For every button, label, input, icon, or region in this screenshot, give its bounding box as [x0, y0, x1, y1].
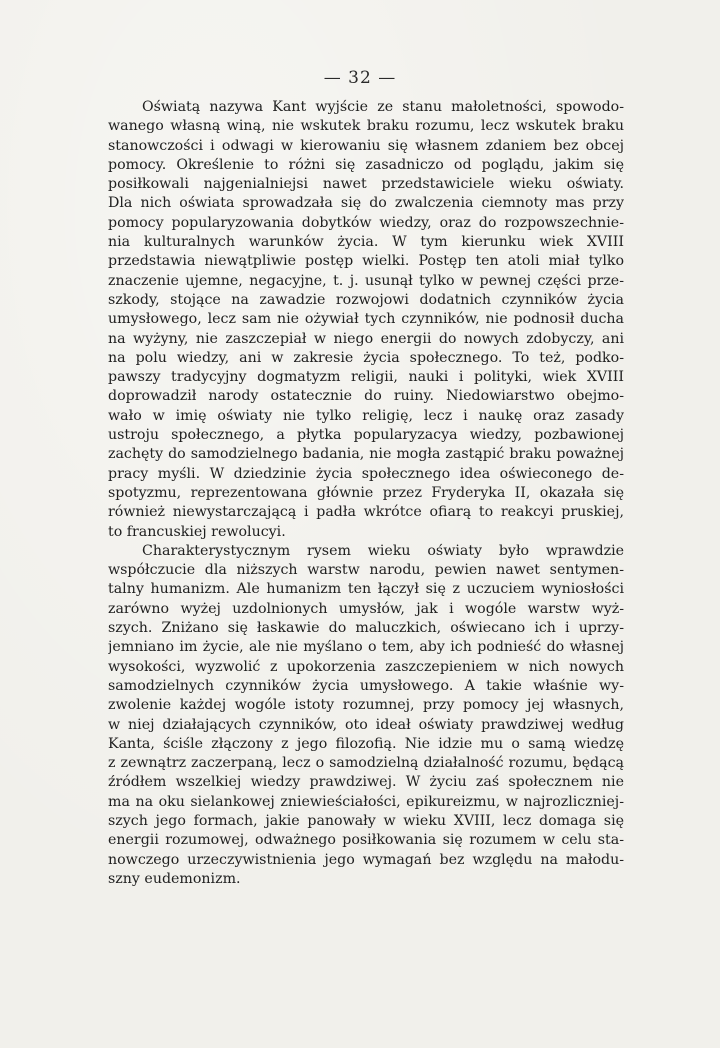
text-line: Kanta, ściśle złączony z jego filozofią. Nie idzie mu o samą wiedzę — [108, 735, 624, 752]
text-line: spotyzmu, reprezentowana głównie przez Fryderyka II, okazała się — [108, 484, 624, 501]
text-line: Oświatą nazywa Kant wyjście ze stanu małoletności, spowodo- — [142, 99, 624, 115]
text-line: pawszy tradycyjny dogmatyzm religii, nauki i polityki, wiek XVIII — [108, 369, 624, 386]
text-line: Dla nich oświata sprowadzała się do zwalczenia ciemnoty mas przy — [108, 195, 624, 212]
text-line: nia kulturalnych warunków życia. W tym kierunku wiek XVIII — [108, 234, 624, 251]
text-line: z zewnątrz zaczerpaną, lecz o samodzielną działalność rozumu, będącą — [108, 755, 624, 772]
text-line: wysokości, wyzwolić z upokorzenia zaszczepieniem w nich nowych — [108, 658, 624, 675]
text-line: talny humanizm. Ale humanizm ten łączył się z uczuciem wyniosłości — [108, 581, 624, 598]
text-line: doprowadził narody ostatecznie do ruiny. Niedowiarstwo obejmo- — [108, 388, 624, 405]
text-line: szych. Zniżano się łaskawie do maluczkich, oświecano ich i uprzy- — [108, 620, 624, 637]
text-line: stanowczości i odwagi w kierowaniu się własnem zdaniem bez obcej — [108, 137, 624, 154]
text-line: przedstawia niewątpliwie postęp wielki. Postęp ten atoli miał tylko — [108, 253, 624, 270]
text-line: zachęty do samodzielnego badania, nie mogła zastąpić braku poważnej — [108, 446, 624, 463]
paragraph-2 — [108, 542, 624, 889]
text-line: Charakterystycznym rysem wieku oświaty było wprawdzie — [142, 542, 624, 559]
text-line: współczucie dla niższych warstw narodu, pewien nawet sentymen- — [108, 562, 624, 579]
text-line: na wyżyny, nie zaszczepiał w niego energii do nowych zdobyczy, ani — [108, 330, 624, 347]
text-line: również niewystarczającą i padła wkrótce ofiarą to reakcyi pruskiej, — [108, 504, 624, 521]
text-line: wało w imię oświaty nie tylko religię, lecz i naukę oraz zasady — [108, 407, 624, 424]
text-line: umysłowego, lecz sam nie ożywiał tych czynników, nie podnosił ducha — [108, 311, 624, 328]
text-line: energii rozumowej, odważnego posiłkowania się rozumem w celu sta- — [108, 832, 624, 849]
text-line: znaczenie ujemne, negacyjne, t. j. usunął tylko w pewnej części prze- — [108, 272, 624, 289]
text-line: jemniano im życie, ale nie myślano o tem, aby ich podnieść do własnej — [108, 639, 624, 656]
text-line: pomocy. Określenie to różni się zasadniczo od poglądu, jakim się — [108, 156, 624, 173]
text-line: posiłkowali najgenialniejsi nawet przedstawiciele wieku oświaty. — [108, 176, 624, 193]
text-line: pracy myśli. W dziedzinie życia społecznego idea oświeconego de- — [108, 465, 624, 482]
text-line: ma na oku sielankowej zniewieściałości, epikureizmu, w najrozliczniej- — [108, 793, 624, 810]
page-number: — 32 — — [323, 68, 397, 88]
text-line: w niej działających czynników, oto ideał oświaty prawdziwej według — [108, 716, 624, 733]
text-line: wanego własną winą, nie wskutek braku rozumu, lecz wskutek braku — [108, 118, 624, 135]
text-line: źródłem wszelkiej wiedzy prawdziwej. W życiu zaś społecznem nie — [108, 774, 624, 791]
text-line: na polu wiedzy, ani w zakresie życia społecznego. To też, podko- — [108, 349, 624, 366]
text-line: szkody, stojące na zawadzie rozwojowi dodatnich czynników życia — [108, 291, 624, 308]
text-line: zarówno wyżej uzdolnionych umysłów, jak i wogóle warstw wyż- — [108, 600, 624, 617]
text-line: ustroju społecznego, a płytka popularyzacya wiedzy, pozbawionej — [108, 427, 624, 444]
body-text — [108, 98, 624, 889]
text-line: samodzielnych czynników życia umysłowego. A takie właśnie wy- — [108, 677, 624, 694]
text-line: zwolenie każdej wogóle istoty rozumnej, przy pomocy jej własnych, — [108, 697, 624, 714]
text-line: nowczego urzeczywistnienia jego wymagań bez względu na małodu- — [108, 851, 624, 868]
text-line: to francuskiej rewolucyi. — [108, 523, 286, 540]
text-line: pomocy popularyzowania dobytków wiedzy, oraz do rozpowszechnie- — [108, 214, 624, 231]
paragraph-1 — [108, 98, 624, 542]
text-line: szych jego formach, jakie panowały w wieku XVIII, lecz domaga się — [108, 812, 624, 829]
text-line: szny eudemonizm. — [108, 870, 241, 887]
